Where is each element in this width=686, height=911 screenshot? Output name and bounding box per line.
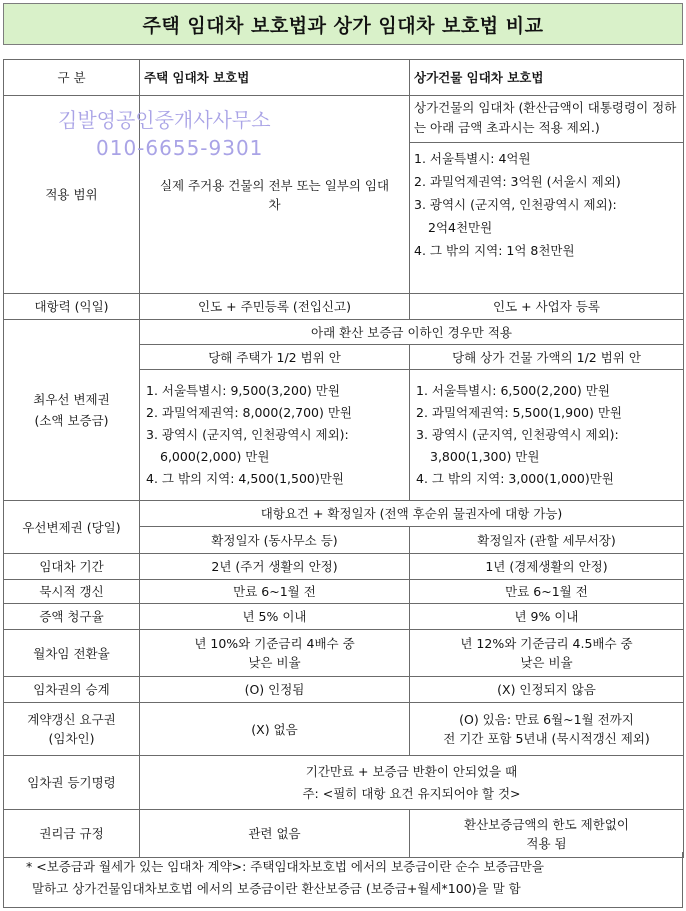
row-label-increase: 증액 청구율	[4, 604, 140, 630]
conversion-housing	[140, 630, 410, 677]
list-item: 6,000(2,000) 만원	[160, 449, 270, 464]
header-commercial: 상가건물 임대차 보호법	[410, 60, 684, 96]
row-label-conversion: 월차임 전환율	[4, 630, 140, 677]
premium-commercial-line1: 환산보증금액의 한도 제한없이	[464, 816, 629, 832]
table-row-conversion	[4, 630, 684, 677]
list-item: 2억4천만원	[428, 220, 493, 235]
top-priority-commercial-head: 당해 상가 건물 가액의 1/2 범위 안	[410, 345, 684, 370]
row-label-registration: 임차권 등기명령	[4, 756, 140, 810]
period-housing: 2년 (주거 생활의 안정)	[140, 554, 410, 580]
list-item: 1. 서울특별시: 4억원	[414, 151, 531, 166]
conversion-housing-line1: 년 10%와 기준금리 4배수 중	[194, 636, 355, 651]
conversion-housing-line2: 낮은 비율	[248, 655, 301, 670]
top-priority-label-line2: (소액 보증금)	[34, 413, 109, 428]
increase-housing: 년 5% 이내	[140, 604, 410, 630]
scope-commercial	[410, 96, 684, 294]
watermark-line2: 010-6655-9301	[96, 136, 264, 160]
renewal-request-commercial-line2: 전 기간 포함 5년내 (묵시적갱신 제외)	[443, 731, 650, 746]
conversion-commercial-line1: 년 12%와 기준금리 4.5배수 중	[460, 636, 633, 651]
row-label-renewal-request	[4, 703, 140, 756]
priority-note: 대항요건 + 확정일자 (전액 후순위 물권자에 대항 가능)	[140, 501, 684, 527]
row-label-implied-renewal: 묵시적 갱신	[4, 580, 140, 604]
conversion-commercial	[410, 630, 684, 677]
premium-commercial-line2: 적용 됨	[526, 835, 567, 851]
list-item: 2. 과밀억제권역: 3억원 (서울시 제외)	[414, 174, 621, 189]
header-category: 구 분	[4, 60, 140, 96]
scope-commercial-intro: 상가건물의 임대차 (환산금액이 대통령령이 정하는 아래 금액 초과시는 적용 제외.)	[410, 96, 683, 143]
list-item: 4. 그 밖의 지역: 1억 8천만원	[414, 243, 575, 258]
table-row-implied-renewal	[4, 580, 684, 604]
row-label-period: 임대차 기간	[4, 554, 140, 580]
premium-commercial	[410, 810, 684, 858]
list-item: 3. 광역시 (군지역, 인천광역시 제외):	[416, 427, 619, 442]
implied-renewal-housing: 만료 6~1월 전	[140, 580, 410, 604]
period-commercial: 1년 (경제생활의 안정)	[410, 554, 684, 580]
row-label-priority: 우선변제권 (당일)	[4, 501, 140, 554]
list-item: 3. 광역시 (군지역, 인천광역시 제외):	[414, 197, 617, 212]
row-label-opposability: 대항력 (익일)	[4, 294, 140, 320]
header-housing: 주택 임대차 보호법	[140, 60, 410, 96]
increase-commercial: 년 9% 이내	[410, 604, 684, 630]
footer-note-line1: * <보증금과 월세가 있는 임대차 계약>: 주택임대차보호법 에서의 보증금이란 순수 보증금만을	[26, 859, 544, 874]
table-row-scope	[4, 96, 684, 294]
row-label-premium: 권리금 규정	[4, 810, 140, 858]
succession-commercial: (X) 인정되지 않음	[410, 677, 684, 703]
list-item: 4. 그 밖의 지역: 4,500(1,500)만원	[146, 471, 344, 486]
row-label-succession: 임차권의 승계	[4, 677, 140, 703]
comparison-table	[3, 59, 684, 858]
renewal-request-label-line1: 계약갱신 요구권	[27, 712, 116, 727]
top-priority-housing-list	[140, 370, 410, 501]
list-item: 1. 서울특별시: 6,500(2,200) 만원	[416, 383, 610, 398]
top-priority-commercial-list	[410, 370, 684, 501]
renewal-request-commercial-line1: (O) 있음: 만료 6월~1월 전까지	[459, 712, 634, 727]
table-header-row	[4, 60, 684, 96]
list-item: 4. 그 밖의 지역: 3,000(1,000)만원	[416, 471, 614, 486]
registration-line1: 기간만료 + 보증금 반환이 안되었을 때	[305, 763, 518, 779]
opposability-housing: 인도 + 주민등록 (전입신고)	[140, 294, 410, 320]
page-title: 주택 임대차 보호법과 상가 임대차 보호법 비교	[3, 3, 683, 45]
table-row-priority-note	[4, 501, 684, 527]
table-row-succession	[4, 677, 684, 703]
top-priority-note: 아래 환산 보증금 이하인 경우만 적용	[140, 320, 684, 345]
table-row-registration	[4, 756, 684, 810]
registration-line2: 주: <필히 대항 요건 유지되어야 할 것>	[302, 785, 521, 801]
scope-housing: 실제 주거용 건물의 전부 또는 일부의 임대차	[140, 96, 410, 294]
succession-housing: (O) 인정됨	[140, 677, 410, 703]
priority-commercial: 확정일자 (관할 세무서장)	[410, 527, 684, 554]
list-item: 2. 과밀억제권역: 5,500(1,900) 만원	[416, 405, 622, 420]
opposability-commercial: 인도 + 사업자 등록	[410, 294, 684, 320]
watermark-line1: 김발영공인중개사사무소	[58, 108, 271, 132]
row-label-top-priority	[4, 320, 140, 501]
scope-commercial-list	[410, 143, 683, 262]
list-item: 3. 광역시 (군지역, 인천광역시 제외):	[146, 427, 349, 442]
renewal-request-commercial	[410, 703, 684, 756]
implied-renewal-commercial: 만료 6~1월 전	[410, 580, 684, 604]
conversion-commercial-line2: 낮은 비율	[520, 655, 573, 670]
list-item: 1. 서울특별시: 9,500(3,200) 만원	[146, 383, 340, 398]
footer-note-line2: 말하고 상가건물임대차보호법 에서의 보증금이란 환산보증금 (보증금+월세*100)을 말 함	[32, 881, 521, 896]
footer-note	[3, 852, 683, 908]
row-label-scope: 적용 범위	[4, 96, 140, 294]
priority-housing: 확정일자 (동사무소 등)	[140, 527, 410, 554]
top-priority-label-line1: 최우선 변제권	[33, 392, 110, 407]
table-row-opposability	[4, 294, 684, 320]
list-item: 3,800(1,300) 만원	[430, 449, 540, 464]
top-priority-housing-head: 당해 주택가 1/2 범위 안	[140, 345, 410, 370]
renewal-request-housing: (X) 없음	[140, 703, 410, 756]
renewal-request-label-line2: (임차인)	[48, 731, 95, 746]
table-row-period	[4, 554, 684, 580]
table-row-premium	[4, 810, 684, 858]
registration-content	[140, 756, 684, 810]
list-item: 2. 과밀억제권역: 8,000(2,700) 만원	[146, 405, 352, 420]
table-row-increase	[4, 604, 684, 630]
premium-housing: 관련 없음	[140, 810, 410, 858]
table-row-top-priority-note	[4, 320, 684, 345]
table-row-renewal-request	[4, 703, 684, 756]
